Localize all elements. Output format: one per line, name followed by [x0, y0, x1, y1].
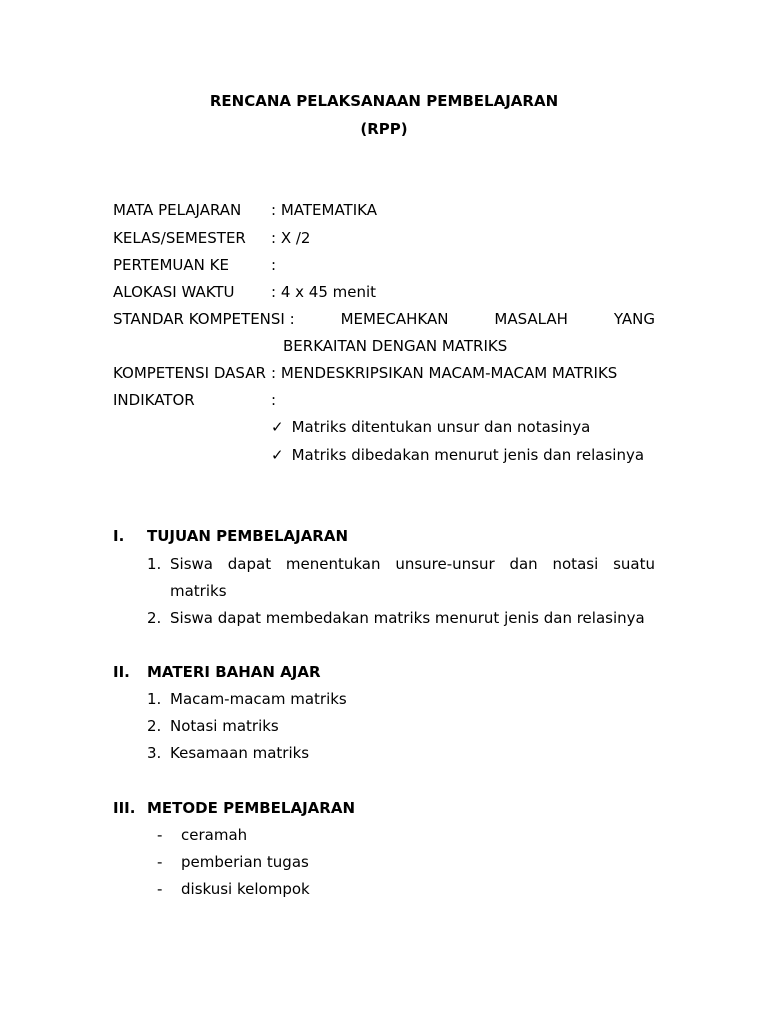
checkmark-icon: ✓: [271, 446, 284, 464]
list-item-text: Siswa dapat membedakan matriks menurut jenis dan relasinya: [170, 609, 645, 627]
section-heading-tujuan: TUJUAN PEMBELAJARAN: [147, 527, 349, 545]
info-row-kelas-semester: [113, 228, 310, 248]
word: menentukan: [285, 555, 381, 573]
section-heading-materi: MATERI BAHAN AJAR: [147, 663, 321, 681]
info-label: PERTEMUAN KE: [113, 256, 229, 274]
info-row-mata-pelajaran: [113, 200, 377, 220]
word: Siswa: [170, 555, 213, 573]
info-value-continuation: BERKAITAN DENGAN MATRIKS: [283, 337, 508, 355]
document-subtitle: (RPP): [360, 120, 408, 138]
list-item-text: Notasi matriks: [170, 717, 279, 735]
indikator-item: [271, 417, 590, 437]
info-label: KELAS/SEMESTER: [113, 229, 246, 247]
word: dapat: [227, 555, 272, 573]
indikator-item: [271, 445, 644, 465]
info-value-word: YANG: [613, 310, 655, 328]
word: dan: [509, 555, 538, 573]
indikator-text: Matriks dibedakan menurut jenis dan relasinya: [291, 446, 645, 464]
bullet-dash: -: [157, 826, 163, 844]
section-numeral: III.: [113, 799, 136, 817]
info-label: ALOKASI WAKTU: [113, 283, 235, 301]
bullet-item-text: pemberian tugas: [181, 853, 309, 871]
info-value: :: [271, 391, 277, 409]
info-label: MATA PELAJARAN: [113, 201, 242, 219]
list-item-text: Kesamaan matriks: [170, 744, 310, 762]
info-value: : MATEMATIKA: [271, 201, 377, 219]
list-number: 1.: [147, 690, 162, 708]
word: suatu: [613, 555, 655, 573]
info-value-word: MASALAH: [494, 310, 568, 328]
info-row-pertemuan-ke: [113, 255, 276, 275]
bullet-dash: -: [157, 853, 163, 871]
list-item-continuation: matriks: [170, 582, 227, 600]
info-row-standar-kompetensi: [113, 309, 655, 329]
indikator-text: Matriks ditentukan unsur dan notasinya: [291, 418, 591, 436]
info-label: KOMPETENSI DASAR: [113, 364, 266, 382]
checkmark-icon: ✓: [271, 418, 284, 436]
bullet-dash: -: [157, 880, 163, 898]
list-number: 2.: [147, 717, 162, 735]
info-value: : MENDESKRIPSIKAN MACAM-MACAM MATRIKS: [271, 364, 618, 382]
section-numeral: II.: [113, 663, 130, 681]
list-item-text: Macam-macam matriks: [170, 690, 347, 708]
word: notasi: [552, 555, 599, 573]
info-label: INDIKATOR: [113, 391, 195, 409]
info-value: :: [271, 256, 277, 274]
info-row-kompetensi-dasar: [113, 363, 617, 383]
info-row-alokasi-waktu: [113, 282, 376, 302]
list-item-text: [170, 554, 655, 574]
section-numeral: I.: [113, 527, 125, 545]
bullet-item-text: diskusi kelompok: [181, 880, 310, 898]
info-label: STANDAR KOMPETENSI :: [113, 310, 295, 328]
list-number: 2.: [147, 609, 162, 627]
section-heading-metode: METODE PEMBELAJARAN: [147, 799, 355, 817]
info-value: : 4 x 45 menit: [271, 283, 377, 301]
bullet-item-text: ceramah: [181, 826, 248, 844]
info-value: : X /2: [271, 229, 311, 247]
list-number: 3.: [147, 744, 162, 762]
info-row-indikator: [113, 390, 276, 410]
list-number: 1.: [147, 555, 162, 573]
word: unsure-unsur: [395, 555, 495, 573]
info-value-word: MEMECAHKAN: [340, 310, 449, 328]
document-title: RENCANA PELAKSANAAN PEMBELAJARAN: [209, 92, 559, 110]
